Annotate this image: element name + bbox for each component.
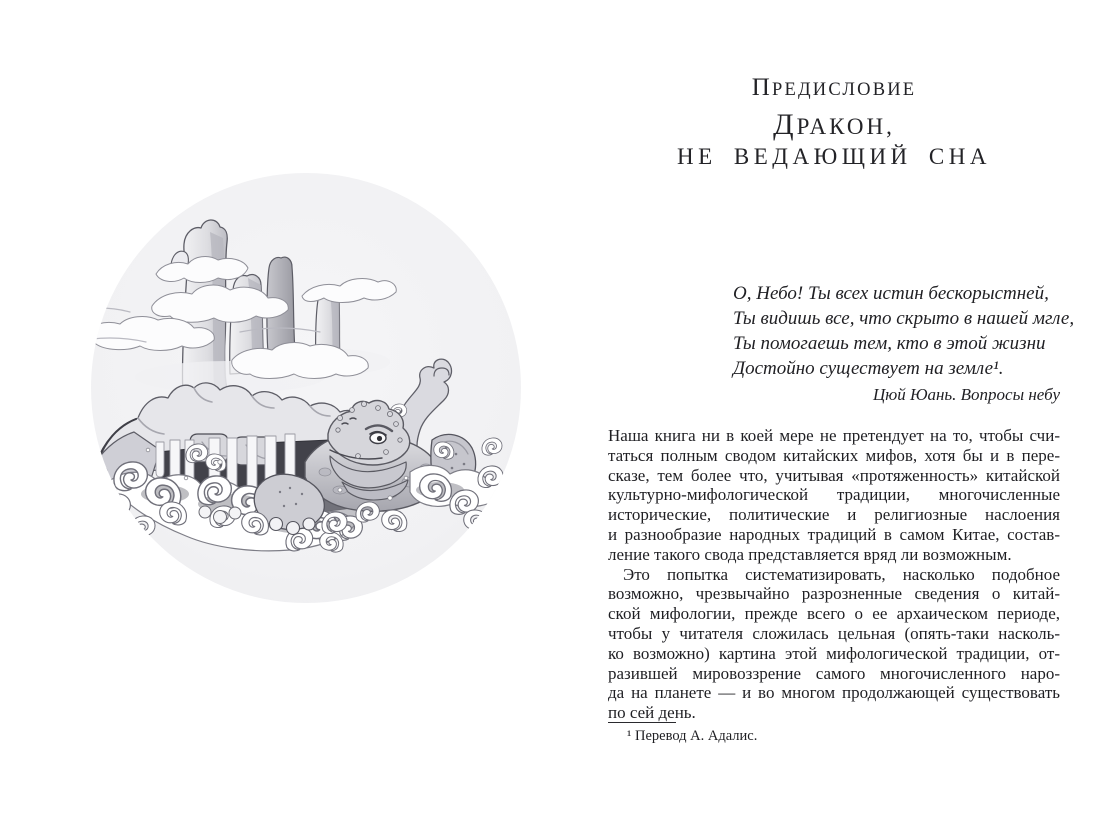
body-line: культурно-мифологической традиции, многочисленные	[608, 485, 1060, 505]
body-paragraph	[608, 426, 1060, 565]
body-line: Наша книга ни в коей мере не претендует на то, чтобы счи-	[608, 426, 1060, 445]
body-line: ской мифологии, прежде всего о ее архаическом периоде,	[608, 604, 1060, 624]
body-line: по сей день.	[608, 703, 696, 723]
chapter-kicker: ПРЕДИСЛОВИЕ	[751, 74, 917, 101]
toad-mountain-island-illustration	[90, 172, 522, 604]
epigraph-attribution: Цюй Юань. Вопросы небу	[872, 385, 1060, 404]
body-line: да на планете — и во многом продолжающей существовать	[608, 683, 1060, 703]
epigraph-line: Ты видишь все, что скрыто в нашей мгле,	[733, 308, 1075, 329]
body-line: исторические, политические и религиозные наслоения	[608, 505, 1060, 525]
chapter-title	[608, 110, 1060, 172]
body-line: возможно, чрезвычайно разрозненные сведения о китай-	[608, 584, 1060, 604]
body-line: Это попытка систематизировать, насколько подобное	[623, 564, 1060, 584]
body-line: таться полным сводом китайских мифов, хотя бы и в пере-	[608, 445, 1060, 465]
body-paragraph	[608, 565, 1060, 723]
body-line: разившей мировоззрение самого многочисленного наро-	[608, 663, 1060, 683]
chapter-title-line2: НЕ ВЕДАЮЩИЙ СНА	[677, 144, 991, 169]
body-text	[608, 426, 1060, 723]
epigraph	[608, 281, 1075, 406]
footnote-text: ¹ Перевод А. Адалис.	[627, 728, 758, 744]
body-line: и разнообразие народных традиций в самом Китае, состав-	[608, 524, 1060, 544]
body-line: чтобы у читателя сложилась цельная (опять-таки насколь-	[608, 623, 1060, 643]
footnote-rule	[608, 722, 676, 723]
epigraph-lines	[608, 281, 1075, 381]
body-line: ление такого свода представляется вряд ли возможным.	[608, 544, 1012, 564]
body-line: сказе, тем более что, учитывая «протяженность» китайской	[608, 465, 1060, 485]
epigraph-line: Достойно существует на земле¹.	[733, 358, 1004, 379]
epigraph-line: О, Небо! Ты всех истин бескорыстней,	[733, 283, 1049, 304]
chapter-title-line1: ДРАКОН,	[773, 108, 895, 141]
body-line: ко возможно) картина этой мифологической традиции, от-	[608, 643, 1060, 663]
epigraph-line: Ты помогаешь тем, кто в этой жизни	[733, 333, 1046, 354]
text-column	[608, 0, 1075, 825]
